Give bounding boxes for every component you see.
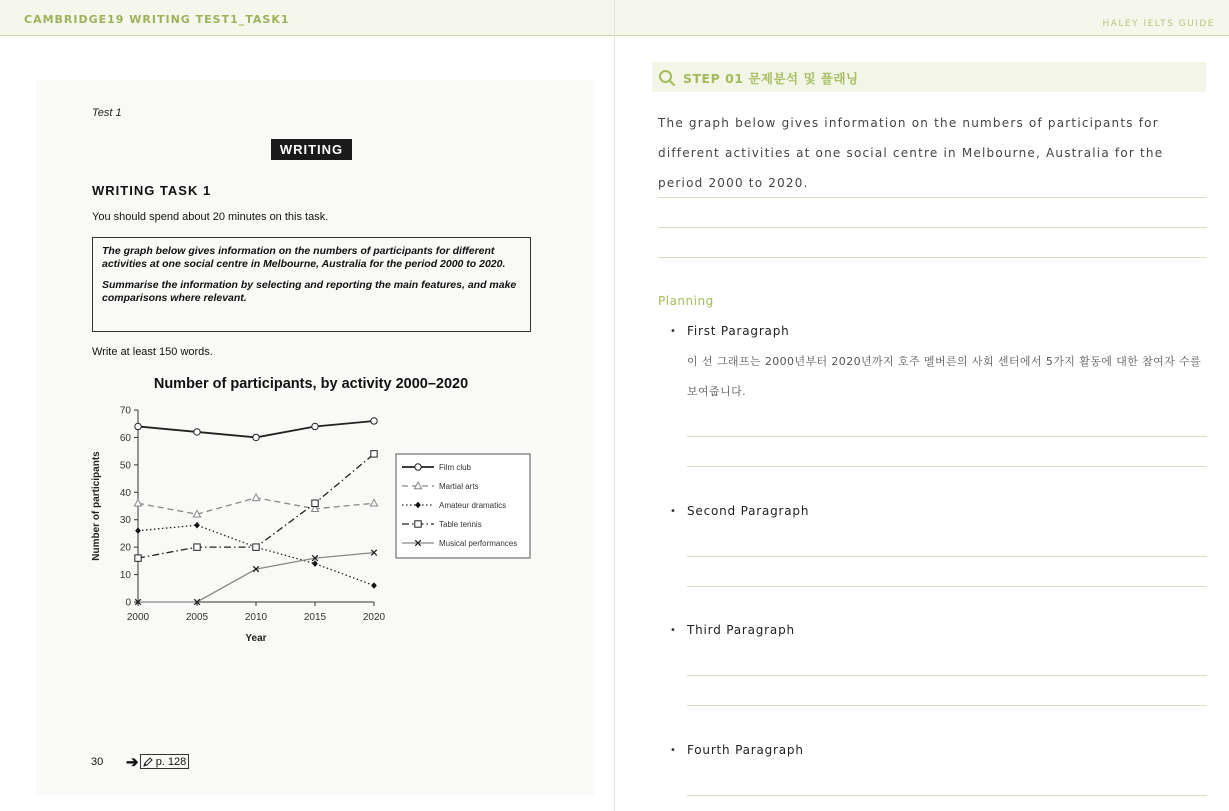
- bullet-icon: •: [670, 625, 676, 636]
- y-tick-label: 40: [119, 487, 131, 499]
- y-axis-label: Number of participants: [91, 451, 102, 561]
- legend-label-film-club: Film club: [439, 463, 472, 472]
- legend-label-martial-arts: Martial arts: [439, 482, 479, 491]
- writing-line: [687, 556, 1207, 557]
- test-label: Test 1: [92, 107, 122, 119]
- data-point-martial-arts: [370, 499, 377, 506]
- data-point-film-club: [194, 429, 200, 435]
- line-chart: [82, 366, 542, 656]
- data-point-amateur-dramatics: [194, 522, 199, 528]
- data-point-table-tennis: [371, 451, 377, 457]
- x-tick-label: 2000: [126, 612, 150, 623]
- data-point-film-club: [135, 423, 141, 429]
- data-point-amateur-dramatics: [135, 528, 140, 534]
- writing-line: [687, 705, 1207, 706]
- task-prompt-box: [92, 237, 531, 332]
- bullet-icon: •: [670, 506, 676, 517]
- data-point-film-club: [312, 423, 318, 429]
- fourth-paragraph-label: Fourth Paragraph: [687, 743, 804, 757]
- writing-line: [687, 466, 1207, 467]
- y-tick-label: 50: [119, 460, 131, 472]
- y-tick-label: 0: [125, 597, 131, 609]
- x-tick-label: 2015: [303, 612, 327, 623]
- word-count-instruction: Write at least 150 words.: [92, 346, 213, 358]
- legend-label-musical-performances: Musical performances: [439, 539, 518, 548]
- time-instruction: You should spend about 20 minutes on this task.: [92, 211, 329, 223]
- writing-line: [658, 257, 1207, 258]
- header-title: CAMBRIDGE19 WRITING TEST1_TASK1: [24, 13, 290, 26]
- step-title: STEP 01 문제분석 및 플래닝: [683, 71, 859, 86]
- data-point-amateur-dramatics: [312, 561, 317, 567]
- x-tick-label: 2020: [362, 612, 386, 623]
- writing-line: [658, 227, 1207, 228]
- x-tick-label: 2005: [185, 612, 209, 623]
- bullet-icon: •: [670, 745, 676, 756]
- search-icon: [658, 69, 676, 87]
- page-number: 30: [91, 756, 104, 768]
- arrow-right-icon: ➔: [126, 754, 139, 771]
- writing-badge: WRITING: [271, 139, 352, 160]
- x-axis-label: Year: [245, 633, 267, 644]
- third-paragraph-label: Third Paragraph: [687, 623, 795, 637]
- data-point-film-club: [253, 434, 259, 440]
- data-point-film-club: [371, 418, 377, 424]
- y-tick-label: 60: [119, 432, 131, 444]
- legend-marker-table-tennis: [415, 521, 421, 527]
- legend-label-table-tennis: Table tennis: [439, 520, 482, 529]
- data-point-martial-arts: [134, 499, 141, 506]
- y-tick-label: 10: [119, 570, 131, 582]
- writing-line: [687, 795, 1207, 796]
- planning-heading: Planning: [658, 294, 714, 308]
- x-tick-label: 2010: [244, 612, 268, 623]
- header-brand: HALEY IELTS GUIDE: [1102, 19, 1215, 29]
- bullet-icon: •: [670, 326, 676, 337]
- chart-title: Number of participants, by activity 2000–2020: [153, 376, 469, 392]
- data-point-amateur-dramatics: [371, 583, 376, 589]
- task-heading: WRITING TASK 1: [92, 183, 212, 198]
- page-reference-link[interactable]: [140, 754, 189, 769]
- writing-line: [687, 586, 1207, 587]
- legend-label-amateur-dramatics: Amateur dramatics: [439, 501, 507, 510]
- writing-line: [687, 436, 1207, 437]
- data-point-table-tennis: [253, 544, 259, 550]
- first-paragraph-label: First Paragraph: [687, 324, 790, 338]
- task-description-text: The graph below gives information on the numbers of participants for different activities at one social centre in Melbourne, Australia for the period 2000 to 2020.: [658, 116, 1164, 190]
- y-tick-label: 20: [119, 542, 131, 554]
- data-point-table-tennis: [194, 544, 200, 550]
- second-paragraph-label: Second Paragraph: [687, 504, 810, 518]
- y-tick-label: 70: [119, 405, 131, 417]
- legend-marker-film-club: [415, 464, 421, 470]
- data-point-table-tennis: [312, 500, 318, 506]
- page-divider: [614, 0, 615, 811]
- pencil-icon: [143, 757, 153, 767]
- data-point-martial-arts: [252, 494, 259, 501]
- writing-line: [687, 675, 1207, 676]
- prompt-instruction: Summarise the information by selecting and reporting the main features, and make comparisons where relevant.: [102, 279, 517, 304]
- series-line-musical-performances: [138, 553, 374, 602]
- prompt-description: The graph below gives information on the numbers of participants for different activities at one social centre in Melbourne, Australia for the period 2000 to 2020.: [102, 245, 506, 270]
- data-point-table-tennis: [135, 555, 141, 561]
- y-tick-label: 30: [119, 515, 131, 527]
- page-reference-text: p. 128: [155, 755, 187, 768]
- first-paragraph-note: 이 선 그래프는 2000년부터 2020년까지 호주 멜버른의 사회 센터에서 5가지 활동에 대한 참여자 수를 보여줍니다.: [687, 355, 1202, 398]
- writing-line: [658, 197, 1207, 198]
